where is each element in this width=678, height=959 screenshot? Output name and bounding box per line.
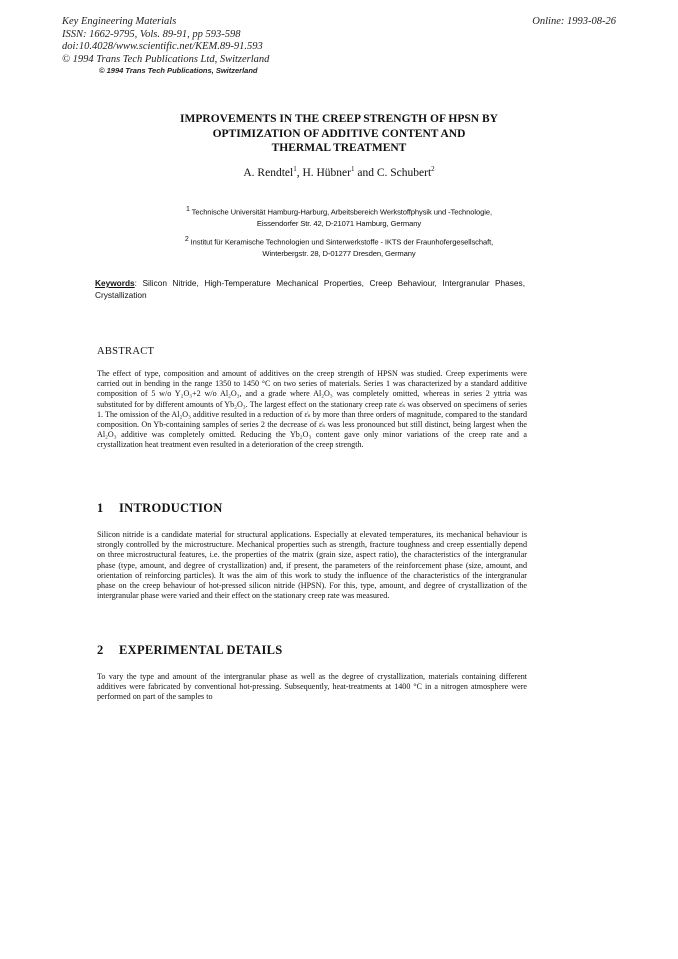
introduction-text: Silicon nitride is a candidate material for structural applications. Especially at elevated temperatures, its mechanical behaviour is strongly controlled by the microstructure. Mechanical properties such as strength, fracture toughness and creep essentially depend on three microstructural features, i.e. the properties of the matrix (grain size, aspect ratio), the characteristics of the intergranular phase (type, amount, and degree of crystallization) and, if present, the parameters of the reinforcement phase (size, amount, and orientation of reinforcing particles). It was the aim of this work to study the influence of the characteristics of the intergranular phase on the creep behaviour of hot-pressed silicon nitride (HPSN). For this, type, amount, and degree of crystallization of the intergranular phase were varied and their effect on the stationary creep rate was measured.	[97, 530, 527, 601]
title-line: THERMAL TREATMENT	[271, 142, 407, 154]
abstract-heading: ABSTRACT	[97, 346, 155, 357]
affiliation-line: Eissendorfer Str. 42, D-21071 Hamburg, Germany	[256, 219, 422, 229]
online-date: Online: 1993-08-26	[532, 16, 616, 27]
author-affiliation-mark: 1	[350, 165, 355, 173]
journal-header	[62, 16, 269, 66]
affiliation-mark: 1	[186, 206, 190, 213]
title-line: OPTIMIZATION OF ADDITIVE CONTENT AND	[212, 127, 466, 140]
section-number: 1	[97, 501, 104, 515]
affiliation-1	[100, 204, 578, 230]
abstract-text: The effect of type, composition and amount of additives on the creep strength of HPSN was studied. Creep experiments were carried out in bending in the range 1350 to 1450 °C on two series of materials. Series 1 was characterized by a standard additive composition of 5 w/o Y₂O₃+2 w/o Al₂O₃, and a grade where Al₂O₃ was completely omitted, whereas in series 2 yttria was substituted for by different amounts of Yb₂O₃. The largest effect on the stationary creep rate ε̇ₛ was observed on specimens of series 1. The omission of the Al₂O₃ additive resulted in a reduction of ε̇ₛ by more than three orders of magnitude, compared to the standard composition. On Yb-containing samples of series 2 the decrease of ε̇ₛ was less pronounced but still distinct, being largest when the Al₂O₃ additive was completely omitted. Reducing the Yb₂O₃ content gave only minor variations of the creep rate and a crystallization heat treatment even resulted in a deterioration of the creep strength.	[97, 369, 527, 450]
copyright-line: © 1994 Trans Tech Publications Ltd, Switzerland	[62, 53, 270, 65]
section-heading	[97, 501, 223, 516]
author-name: , H. Hübner	[296, 166, 351, 179]
author-affiliation-mark: 1	[293, 165, 297, 173]
experimental-text: To vary the type and amount of the intergranular phase as well as the degree of crystallization, materials containing different additives were fabricated by conventional hot-pressing. Subsequently, heat-treatments at 1400 °C in a nitrogen atmosphere were performed on part of the samples to	[97, 672, 527, 702]
doi-link[interactable]: doi:10.4028/www.scientific.net/KEM.89-91.593	[62, 41, 263, 52]
keywords-text: : Silicon Nitride, High-Temperature Mechanical Properties, Creep Behaviour, Intergranular Phases, Crystallization	[95, 278, 525, 300]
paper-title	[100, 112, 578, 156]
author-name: A. Rendtel	[243, 166, 294, 179]
author-affiliation-mark: 2	[431, 165, 435, 173]
keywords	[95, 278, 525, 301]
author-name: and C. Schubert	[354, 166, 432, 179]
section-title: EXPERIMENTAL DETAILS	[119, 643, 283, 657]
section-heading	[97, 643, 283, 658]
journal-name: Key Engineering Materials	[62, 16, 177, 27]
title-line: IMPROVEMENTS IN THE CREEP STRENGTH OF HPSN BY	[180, 113, 498, 125]
affiliation-mark: 2	[184, 236, 189, 243]
publisher-line: © 1994 Trans Tech Publications, Switzerland	[99, 66, 258, 75]
affiliation-line: Winterbergstr. 28, D-01277 Dresden, Germany	[262, 249, 416, 259]
author-list	[100, 165, 578, 179]
issn-line: ISSN: 1662-9795, Vols. 89-91, pp 593-598	[62, 28, 241, 40]
section-title: INTRODUCTION	[119, 501, 223, 515]
keywords-label: Keywords	[95, 278, 135, 288]
affiliation-2	[100, 234, 578, 260]
affiliation-line: Technische Universität Hamburg-Harburg, Arbeitsbereich Werkstoffphysik und -Technologie,	[191, 207, 492, 217]
section-number: 2	[97, 643, 104, 657]
affiliation-line: Institut für Keramische Technologien und Sinterwerkstoffe - IKTS der Fraunhofergesellschaft,	[190, 237, 494, 247]
